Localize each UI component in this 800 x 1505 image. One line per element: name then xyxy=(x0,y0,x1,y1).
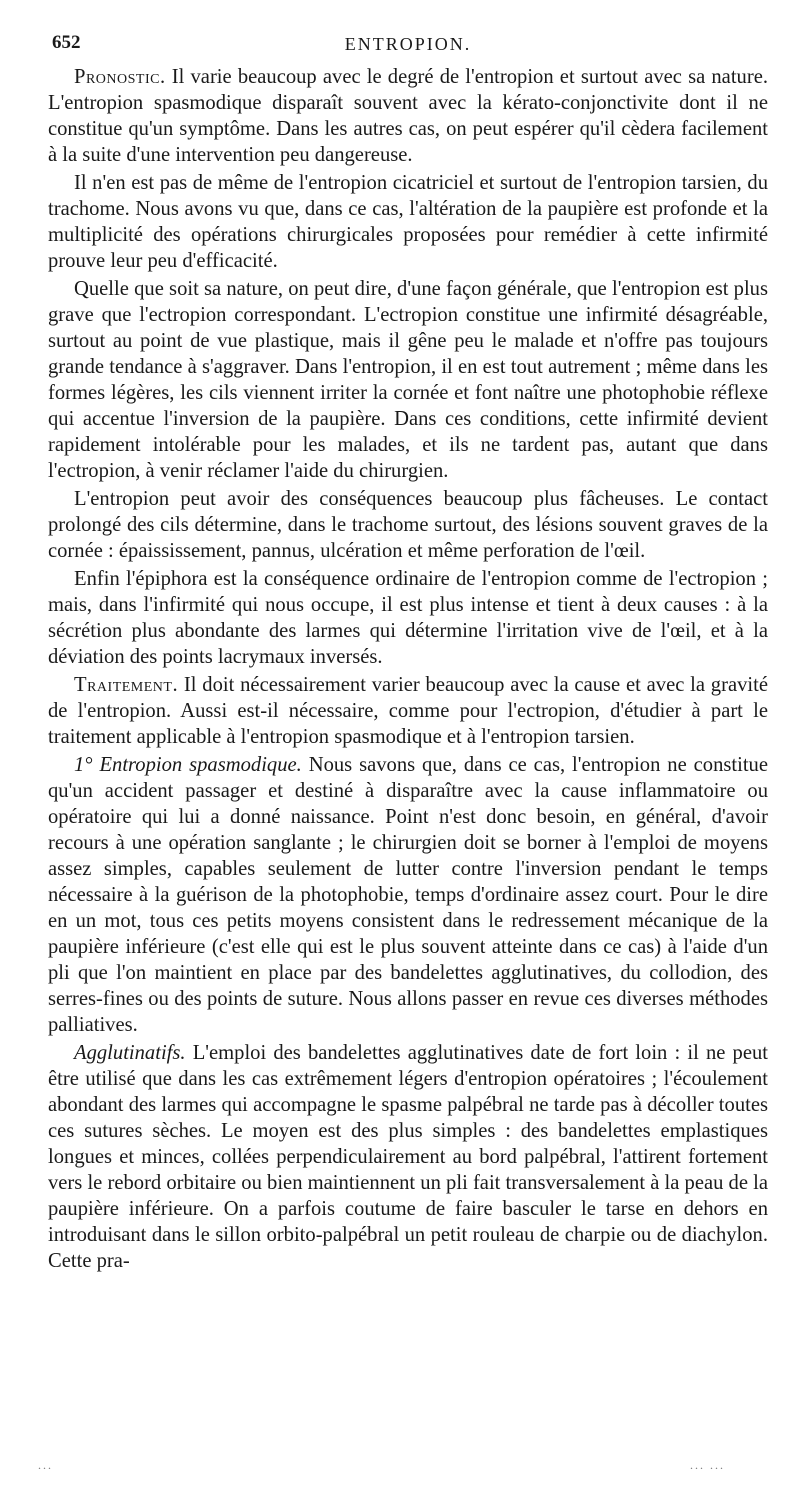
paragraph xyxy=(48,276,768,484)
book-page xyxy=(48,30,768,1276)
footer-mark-left: ... xyxy=(38,1458,53,1472)
paragraph-agglutinatifs xyxy=(48,1040,768,1274)
paragraph-text: Il n'en est pas de même de l'entropion cicatriciel et surtout de l'entropion tarsien, du trachome. Nous avons vu que, dans ce cas, l'altération de la paupière est profonde et la multiplicité des opérations chirurgicales proposées pour remédier à cette infirmité prouve leur peu d'efficacité. xyxy=(48,172,768,272)
running-title: ENTROPION. xyxy=(344,34,472,54)
page-number: 652 xyxy=(52,32,81,53)
paragraph-text: L'emploi des bandelettes agglutinatives date de fort loin : il ne peut être utilisé que dans les cas extrêmement légers d'entropion opératoires ; l'écoulement abondant des larmes qui accompagne le spasme palpébral ne tarde pas à décoller toutes ces sutures sèches. Le moyen est des plus simples : des bandelettes emplastiques longues et minces, collées perpendiculairement au bord palpébral, l'attirent fortement vers le rebord orbitaire ou bien maintiennent un pli fait transversalement à la peau de la paupière inférieure. On a parfois coutume de faire basculer le tarse en dehors en introduisant dans le sillon orbito-palpébral un petit rouleau de charpie ou de diachylon. Cette pra- xyxy=(48,1042,768,1272)
paragraph-text: Enfin l'épiphora est la conséquence ordinaire de l'entropion comme de l'ectropion ; mais, dans l'infirmité qui nous occupe, il est plus intense et tient à deux causes : à la sécrétion plus abondante des larmes qui détermine l'irritation vive de l'œil, et à la déviation des points lacrymaux inversés. xyxy=(48,568,768,668)
paragraph-pronostic xyxy=(48,64,768,168)
paragraph-text: Quelle que soit sa nature, on peut dire, d'une façon générale, que l'entropion est plus grave que l'ectropion correspondant. L'ectropion constitue une infirmité désagréable, surtout au point de vue plastique, mais il gêne peu le malade et n'offre pas toujours grande tendance à s'aggraver. Dans l'entropion, il en est tout autrement ; même dans les formes légères, les cils viennent irriter la cornée et font naître une photophobie réflexe qui accentue l'inversion de la paupière. Dans ces conditions, cette infirmité devient rapidement intolérable pour les malades, et ils ne tardent pas, autant que dans l'ectropion, à venir réclamer l'aide du chirurgien. xyxy=(48,278,768,482)
paragraph xyxy=(48,486,768,564)
paragraph-entropion-spasmodique xyxy=(48,752,768,1038)
footer-mark-right: ... ... xyxy=(690,1458,725,1472)
paragraph-text: L'entropion peut avoir des conséquences beaucoup plus fâcheuses. Le contact prolongé des cils détermine, dans le trachome surtout, des lésions souvent graves de la cornée : épaississement, pannus, ulcération et même perforation de l'œil. xyxy=(48,488,768,562)
body-text xyxy=(48,64,768,1274)
paragraph-text: Nous savons que, dans ce cas, l'entropion ne constitue qu'un accident passager et destiné à disparaître avec la cause inflammatoire ou opératoire qui lui a donné naissance. Point n'est donc besoin, en général, d'avoir recours à une opération sanglante ; le chirurgien doit se borner à l'emploi de moyens assez simples, capables seulement de lutter contre l'inversion pendant le temps nécessaire à la guérison de la photophobie, temps d'ordinaire assez court. Pour le dire en un mot, tous ces petits moyens consistent dans le redressement mécanique de la paupière inférieure (c'est elle qui est le plus souvent atteinte dans ce cas) à l'aide d'un pli que l'on maintient en place par des bandelettes agglutinatives, du collodion, des serres-fines ou des points de suture. Nous allons passer en revue ces diverses méthodes palliatives. xyxy=(48,754,768,1036)
subsection-lead: 1° Entropion spasmodique. xyxy=(74,754,302,776)
subsection-lead: Agglutinatifs. xyxy=(74,1042,186,1064)
paragraph-traitement xyxy=(48,672,768,750)
paragraph-text: Il doit nécessairement varier beaucoup avec la cause et avec la gravité de l'entropion. Aussi est-il nécessaire, comme pour l'ectropion, d'étudier à part le traitement applicable à l'entropion spasmodique et à l'entropion tarsien. xyxy=(48,674,768,748)
section-lead: Pronostic. xyxy=(74,66,166,88)
paragraph xyxy=(48,566,768,670)
paragraph-text: Il varie beaucoup avec le degré de l'entropion et surtout avec sa nature. L'entropion spasmodique disparaît souvent avec la kérato-conjonctivite dont il ne constitue qu'un symptôme. Dans les autres cas, on peut espérer qu'il cèdera facilement à la suite d'une intervention peu dangereuse. xyxy=(48,66,768,166)
page-header xyxy=(48,30,768,60)
section-lead: Traitement. xyxy=(74,674,179,696)
paragraph xyxy=(48,170,768,274)
